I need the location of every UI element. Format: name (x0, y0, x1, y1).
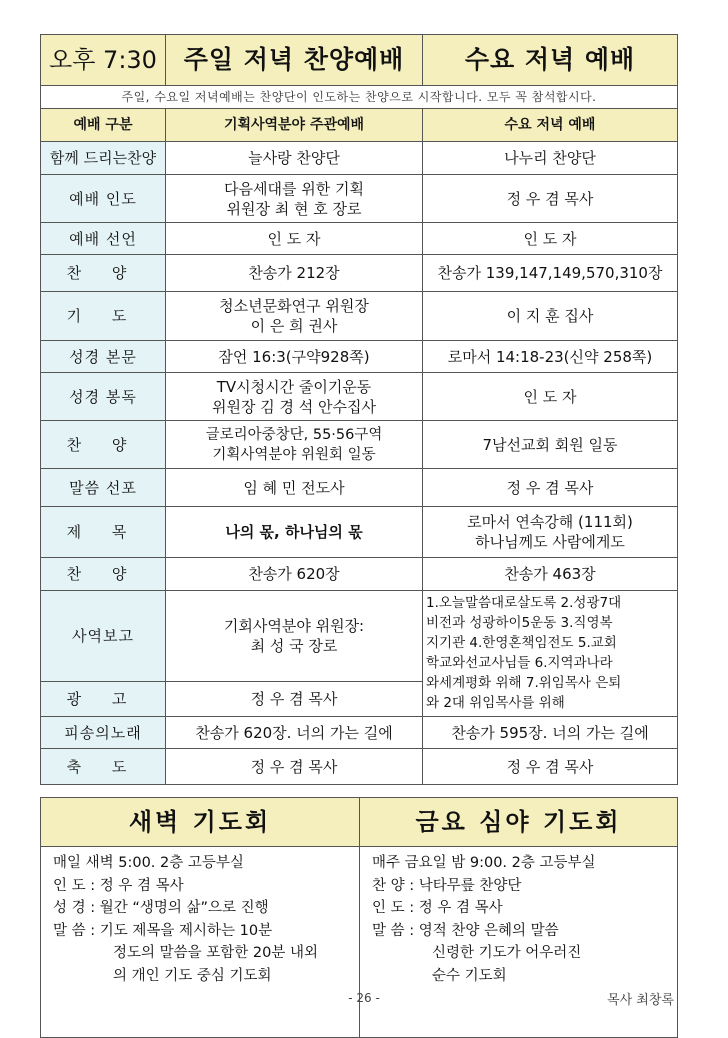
table-row (41, 373, 678, 421)
page-number: - 26 - (348, 991, 380, 1005)
table-row (41, 558, 678, 591)
wednesday-service-title: 수요 저녁 예배 (423, 35, 678, 86)
row-label: 찬 양 (41, 421, 166, 469)
row-label: 예배 선언 (41, 223, 166, 255)
sunday-cell: 찬송가 620장. 너의 가는 길에 (166, 717, 423, 749)
ministry-report-cell (423, 591, 678, 717)
report-line: 지기관 4.한영혼책임전도 5.교회 (426, 635, 617, 651)
sunday-cell: 청소년문화연구 위원장 이 은 희 권사 (166, 292, 423, 341)
report-line: 비전과 성광하이5운동 3.직영복 (426, 615, 613, 631)
dawn-line: 정도의 말씀을 포함한 20분 내외 (113, 945, 318, 961)
sunday-service-title: 주일 저녁 찬양예배 (166, 35, 423, 86)
table-row (41, 341, 678, 373)
dawn-prayer-title: 새벽 기도회 (41, 798, 360, 847)
table-row (41, 749, 678, 785)
table-row (41, 292, 678, 341)
wednesday-cell: 정 우 겸 목사 (423, 469, 678, 507)
table-row (41, 717, 678, 749)
table-row (41, 507, 678, 558)
friday-line: 신령한 기도가 어우러진 (432, 945, 582, 961)
row-label: 함께 드리는찬양 (41, 142, 166, 175)
service-time: 오후 7:30 (41, 35, 166, 86)
table-row (41, 469, 678, 507)
sermon-title-wednesday: 로마서 연속강해 (111회) 하나님께도 사람에게도 (423, 507, 678, 558)
wednesday-cell: 나누리 찬양단 (423, 142, 678, 175)
row-label: 성경 봉독 (41, 373, 166, 421)
service-notice: 주일, 수요일 저녁예배는 찬양단이 인도하는 찬양으로 시작합니다. 모두 꼭 참석합시다. (41, 86, 678, 109)
wednesday-cell: 로마서 14:18-23(신약 258쪽) (423, 341, 678, 373)
wednesday-cell: 정 우 겸 목사 (423, 175, 678, 223)
sermon-title-sunday: 나의 몫, 하나님의 몫 (166, 507, 423, 558)
row-label: 광 고 (41, 682, 166, 717)
wednesday-cell: 인 도 자 (423, 223, 678, 255)
report-line: 와 2대 위임목사를 위해 (426, 695, 565, 711)
dawn-line: 매일 새벽 5:00. 2층 고등부실 (53, 855, 244, 871)
wednesday-cell: 찬송가 463장 (423, 558, 678, 591)
table-row (41, 591, 678, 682)
wednesday-cell: 이 지 훈 집사 (423, 292, 678, 341)
friday-line: 매주 금요일 밤 9:00. 2층 고등부실 (372, 855, 596, 871)
friday-line: 순수 기도회 (432, 967, 507, 984)
dawn-prayer-details (41, 847, 360, 1038)
row-label: 말씀 선포 (41, 469, 166, 507)
row-label: 피송의노래 (41, 717, 166, 749)
sunday-cell: 정 우 겸 목사 (166, 749, 423, 785)
wednesday-cell: 인 도 자 (423, 373, 678, 421)
row-label: 제 목 (41, 507, 166, 558)
sunday-cell: 찬송가 212장 (166, 255, 423, 292)
dawn-line: 성 경 : 월간 “생명의 삶”으로 진행 (53, 900, 269, 916)
sunday-cell: 임 혜 민 전도사 (166, 469, 423, 507)
sunday-cell: 찬송가 620장 (166, 558, 423, 591)
table-row (41, 175, 678, 223)
sunday-cell: 글로리아중창단, 55·56구역 기획사역분야 위원회 일동 (166, 421, 423, 469)
friday-line: 말 씀 : 영적 찬양 은혜의 말씀 (372, 922, 559, 939)
sunday-cell: TV시청시간 줄이기운동 위원장 김 경 석 안수집사 (166, 373, 423, 421)
report-line: 학교와선교사님들 6.지역과나라 (426, 655, 613, 671)
table-row (41, 223, 678, 255)
sunday-cell: 다음세대를 위한 기획 위원장 최 현 호 장로 (166, 175, 423, 223)
wednesday-cell: 찬송가 139,147,149,570,310장 (423, 255, 678, 292)
row-label: 사역보고 (41, 591, 166, 682)
column-header-category: 예배 구분 (41, 109, 166, 142)
sunday-cell: 인 도 자 (166, 223, 423, 255)
friday-line: 인 도 : 정 우 겸 목사 (372, 900, 503, 916)
row-label: 찬 양 (41, 558, 166, 591)
row-label: 예배 인도 (41, 175, 166, 223)
report-line: 와세계평화 위해 7.위임목사 은퇴 (426, 675, 622, 691)
friday-prayer-details (360, 847, 678, 1038)
report-line: 1.오늘말씀대로살도록 2.성광7대 (426, 595, 622, 611)
column-header-wednesday: 수요 저녁 예배 (423, 109, 678, 142)
row-label: 기 도 (41, 292, 166, 341)
sunday-cell: 정 우 겸 목사 (166, 682, 423, 717)
table-row (41, 255, 678, 292)
row-label: 성경 본문 (41, 341, 166, 373)
sunday-cell: 늘사랑 찬양단 (166, 142, 423, 175)
worship-schedule-table (40, 34, 678, 785)
dawn-line: 말 씀 : 기도 제목을 제시하는 10분 (53, 922, 273, 939)
row-label: 찬 양 (41, 255, 166, 292)
table-row (41, 142, 678, 175)
author-name: 목사 최창록 (607, 993, 674, 1008)
dawn-line: 의 개인 기도 중심 기도회 (113, 967, 272, 984)
wednesday-cell: 정 우 겸 목사 (423, 749, 678, 785)
friday-prayer-title: 금요 심야 기도회 (360, 798, 678, 847)
row-label: 축 도 (41, 749, 166, 785)
column-header-sunday: 기획사역분야 주관예배 (166, 109, 423, 142)
sunday-cell: 기회사역분야 위원장: 최 성 국 장로 (166, 591, 423, 682)
table-row (41, 421, 678, 469)
dawn-line: 인 도 : 정 우 겸 목사 (53, 877, 184, 894)
friday-line: 찬 양 : 낙타무릎 찬양단 (372, 877, 522, 894)
wednesday-cell: 7남선교회 회원 일동 (423, 421, 678, 469)
sunday-cell: 잠언 16:3(구약928쪽) (166, 341, 423, 373)
wednesday-cell: 찬송가 595장. 너의 가는 길에 (423, 717, 678, 749)
